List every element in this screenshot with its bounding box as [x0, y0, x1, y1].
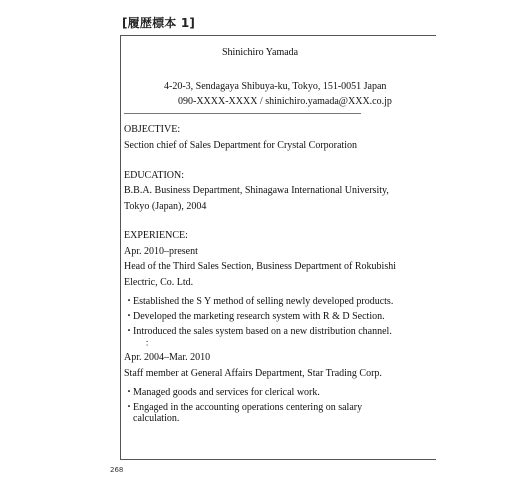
- bullet-dot: ・: [124, 296, 134, 307]
- objective-text: Section chief of Sales Department for Crystal Corporation: [124, 140, 357, 151]
- job2-title-line-1: Staff member at General Affairs Department, Star Trading Corp.: [124, 368, 382, 379]
- applicant-contact: 090-XXXX-XXXX / shinichiro.yamada@XXX.co.jp: [178, 96, 392, 107]
- bullet-dot: ・: [124, 311, 134, 322]
- education-heading: EDUCATION:: [124, 170, 184, 181]
- job1-bullet-1: [124, 292, 393, 307]
- experience-heading: EXPERIENCE:: [124, 230, 188, 241]
- job1-bullet-3-text: Introduced the sales system based on a new distribution channel.: [133, 326, 392, 337]
- sample-label: [履歴標本 1]: [122, 16, 196, 30]
- education-line-2: Tokyo (Japan), 2004: [124, 201, 207, 212]
- applicant-name: Shinichiro Yamada: [222, 47, 299, 58]
- bullet-dot: ・: [124, 326, 134, 337]
- job1-bullet-3: [124, 322, 392, 337]
- job2-bullet-2-text: Engaged in the accounting operations centering on salary: [133, 402, 363, 413]
- job2-bullet-2-continuation: calculation.: [133, 413, 180, 424]
- bullet-dot: ・: [124, 387, 134, 398]
- job1-bullet-2: [124, 307, 385, 322]
- job2-period: Apr. 2004–Mar. 2010: [124, 352, 211, 363]
- header-divider: [124, 113, 361, 114]
- job1-bullet-2-text: Developed the marketing research system with R & D Section.: [133, 311, 385, 322]
- education-line-1: B.B.A. Business Department, Shinagawa International University,: [124, 185, 389, 196]
- job1-title-line-2: Electric, Co. Ltd.: [124, 277, 194, 288]
- job2-bullet-1: [124, 383, 320, 398]
- job1-title-line-1: Head of the Third Sales Section, Business Department of Rokubishi: [124, 261, 396, 272]
- objective-heading: OBJECTIVE:: [124, 124, 181, 135]
- job2-bullet-2: [124, 398, 362, 413]
- page-number: 268: [110, 466, 124, 474]
- job1-period: Apr. 2010–present: [124, 246, 198, 257]
- continuation-mark: ：: [145, 338, 155, 348]
- bullet-dot: ・: [124, 402, 134, 413]
- job1-bullet-1-text: Established the S Y method of selling newly developed products.: [133, 296, 394, 307]
- applicant-address: 4-20-3, Sendagaya Shibuya-ku, Tokyo, 151-0051 Japan: [164, 81, 387, 92]
- job2-bullet-1-text: Managed goods and services for clerical work.: [133, 387, 320, 398]
